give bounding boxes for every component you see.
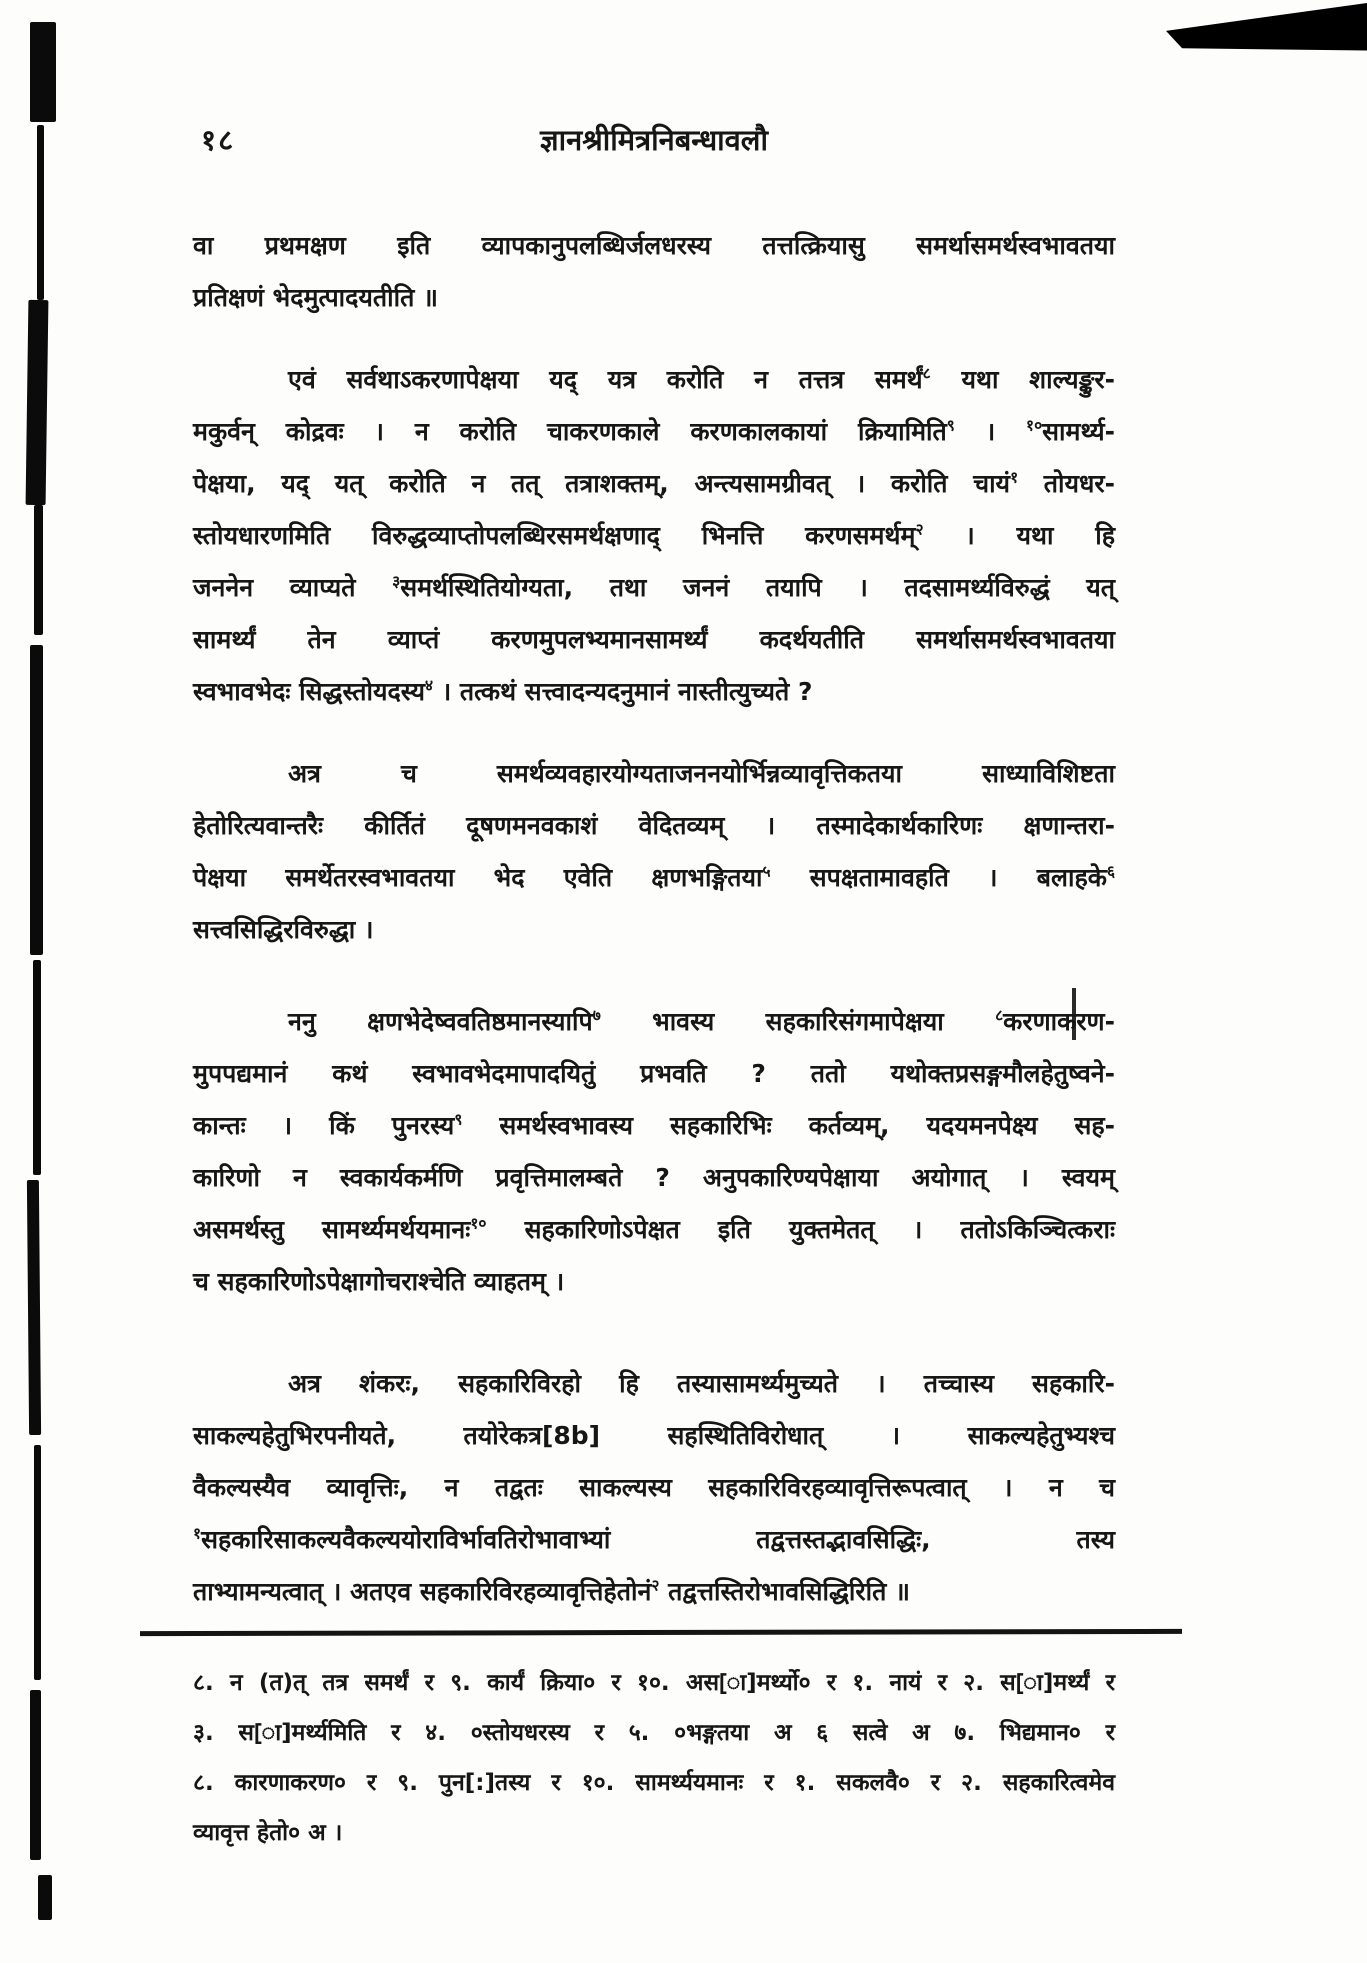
text-line: कान्तः । किं पुनरस्य$^९$ समर्थस्वभावस्य सहकारिभिः कर्तव्यम्, यदयमनपेक्ष्य सह- (193, 1110, 1115, 1140)
text-line: कारिणो न स्वकार्यकर्मणि प्रवृत्तिमालम्बते ? अनुपकारिण्यपेक्षाया अयोगात् । स्वयम् (193, 1163, 1115, 1192)
text-line: हेतोरित्यवान्तरैः कीर्तितं दूषणमनवकाशं वेदितव्यम् । तस्मादेकार्थकारिणः क्षणान्तरा- (193, 811, 1115, 840)
text-line: च सहकारिणोऽपेक्षागोचराश्चेति व्याहतम् । (193, 1267, 565, 1296)
footnotes (193, 1658, 1115, 1858)
page-header (193, 118, 1115, 160)
text-line: मुपपद्यमानं कथं स्वभावभेदमापादयितुं प्रभवति ? ततो यथोक्तप्रसङ्गमौलहेतुष्वने- (193, 1059, 1115, 1088)
paragraph (193, 1358, 1115, 1618)
text-line: सत्त्वसिद्धिरविरुद्धा । (193, 915, 374, 944)
text-line: ननु क्षणभेदेष्ववतिष्ठमानस्यापि$^७$ भावस्य सहकारिसंगमापेक्षया $^८$करणाकरण- (288, 1006, 1116, 1036)
paragraph (193, 354, 1115, 718)
text-line: वैकल्यस्यैव व्यावृत्तिः, न तद्वतः साकल्यस्य सहकारिविरहव्यावृत्तिरूपत्वात् । न च (193, 1473, 1115, 1502)
page-number: १८ (201, 123, 236, 157)
footnote-line: ३. स[ा]मर्थ्यमिति र ४. ०स्तोयधरस्य र ५. ०भङ्गतया अ ६ सत्वे अ ७. भिद्यमान० र (193, 1720, 1115, 1746)
text-line: सामर्थ्यं तेन व्याप्तं करणमुपलभ्यमानसामर्थ्यं कदर्थयतीति समर्थासमर्थस्वभावतया (193, 625, 1115, 654)
text-line: $^१$सहकारिसाकल्यवैकल्ययोराविर्भावतिरोभावाभ्यां तद्वत्तस्तद्भावसिद्धिः, तस्य (193, 1524, 1115, 1554)
binding-strip (0, 0, 70, 1963)
footnote-line: व्यावृत्त हेतो० अ । (193, 1820, 343, 1846)
text-line: अत्र शंकरः, सहकारिविरहो हि तस्यासामर्थ्यमुच्यते । तच्चास्य सहकारि- (288, 1369, 1115, 1398)
text-line: साकल्यहेतुभिरपनीयते, तयोरेकत्र[8b] सहस्थितिविरोधात् । साकल्यहेतुभ्यश्च (193, 1421, 1115, 1450)
scan-corner-mark (1166, 3, 1367, 61)
text-line: असमर्थस्तु सामर्थ्यमर्थयमानः$^{१०}$ सहकारिणोऽपेक्षत इति युक्तमेतत् । ततोऽकिञ्चित्कराः (193, 1214, 1115, 1244)
footnote-separator (140, 1629, 1182, 1636)
text-line: पेक्षया, यद् यत् करोति न तत् तत्राशक्तम्, अन्त्यसामग्रीवत् । करोति चायं$^१$ तोयधर- (193, 468, 1116, 498)
footnote-line: ८. कारणाकरण० र ९. पुन[:]तस्य र १०. सामर्थ्ययमानः र १. सकलवै० र २. सहकारित्वमेव (193, 1770, 1115, 1796)
paragraph (193, 220, 1115, 324)
text-line: जननेन व्याप्यते $^३$समर्थस्थितियोग्यता, तथा जननं तयापि । तदसामर्थ्यविरुद्धं यत् (193, 572, 1115, 602)
text-line: पेक्षया समर्थेतरस्वभावतया भेद एवेति क्षणभङ्गितया$^५$ सपक्षतामावहति । बलाहके$^६$ (193, 862, 1115, 892)
text-line: स्वभावभेदः सिद्धस्तोयदस्य$^४$ । तत्कथं सत्त्वादन्यदनुमानं नास्तीत्युच्यते ? (193, 676, 813, 706)
text-line: वा प्रथमक्षण इति व्यापकानुपलब्धिर्जलधरस्य तत्तत्क्रियासु समर्थासमर्थस्वभावतया (193, 231, 1115, 260)
text-line: स्तोयधारणमिति विरुद्धव्याप्तोपलब्धिरसमर्थक्षणाद् भिनत्ति करणसमर्थम्$^२$ । यथा हि (193, 520, 1115, 550)
footnote-line: ८. न (त)त् तत्र समर्थं र ९. कार्यं क्रिया० र १०. अस[ा]मर्थ्यो० र १. नायं र २. स[ा]मर्थ्यं र (193, 1670, 1115, 1696)
paragraph (193, 748, 1115, 956)
body-text (193, 220, 1115, 1618)
page-content (193, 118, 1115, 1858)
text-line: ताभ्यामन्यत्वात् । अतएव सहकारिविरहव्यावृत्तिहेतोनं$^२$ तद्वत्तस्तिरोभावसिद्धिरिति ॥ (193, 1576, 911, 1606)
text-line: प्रतिक्षणं भेदमुत्पादयतीति ॥ (193, 283, 439, 312)
text-line: अत्र च समर्थव्यवहारयोग्यताजननयोर्भिन्नव्यावृत्तिकतया साध्याविशिष्टता (288, 759, 1115, 788)
text-line: एवं सर्वथाऽकरणापेक्षया यद् यत्र करोति न तत्तत्र समर्थं$^८$ यथा शाल्यङ्कुर- (288, 364, 1115, 394)
text-line: मकुर्वन् कोद्रवः । न करोति चाकरणकाले करणकालकायां क्रियामिति$^९$ । $^{१०}$सामर्थ्य- (193, 416, 1115, 446)
page-title: ज्ञानश्रीमित्रनिबन्धावलौ (540, 123, 768, 157)
paragraph (193, 996, 1115, 1308)
